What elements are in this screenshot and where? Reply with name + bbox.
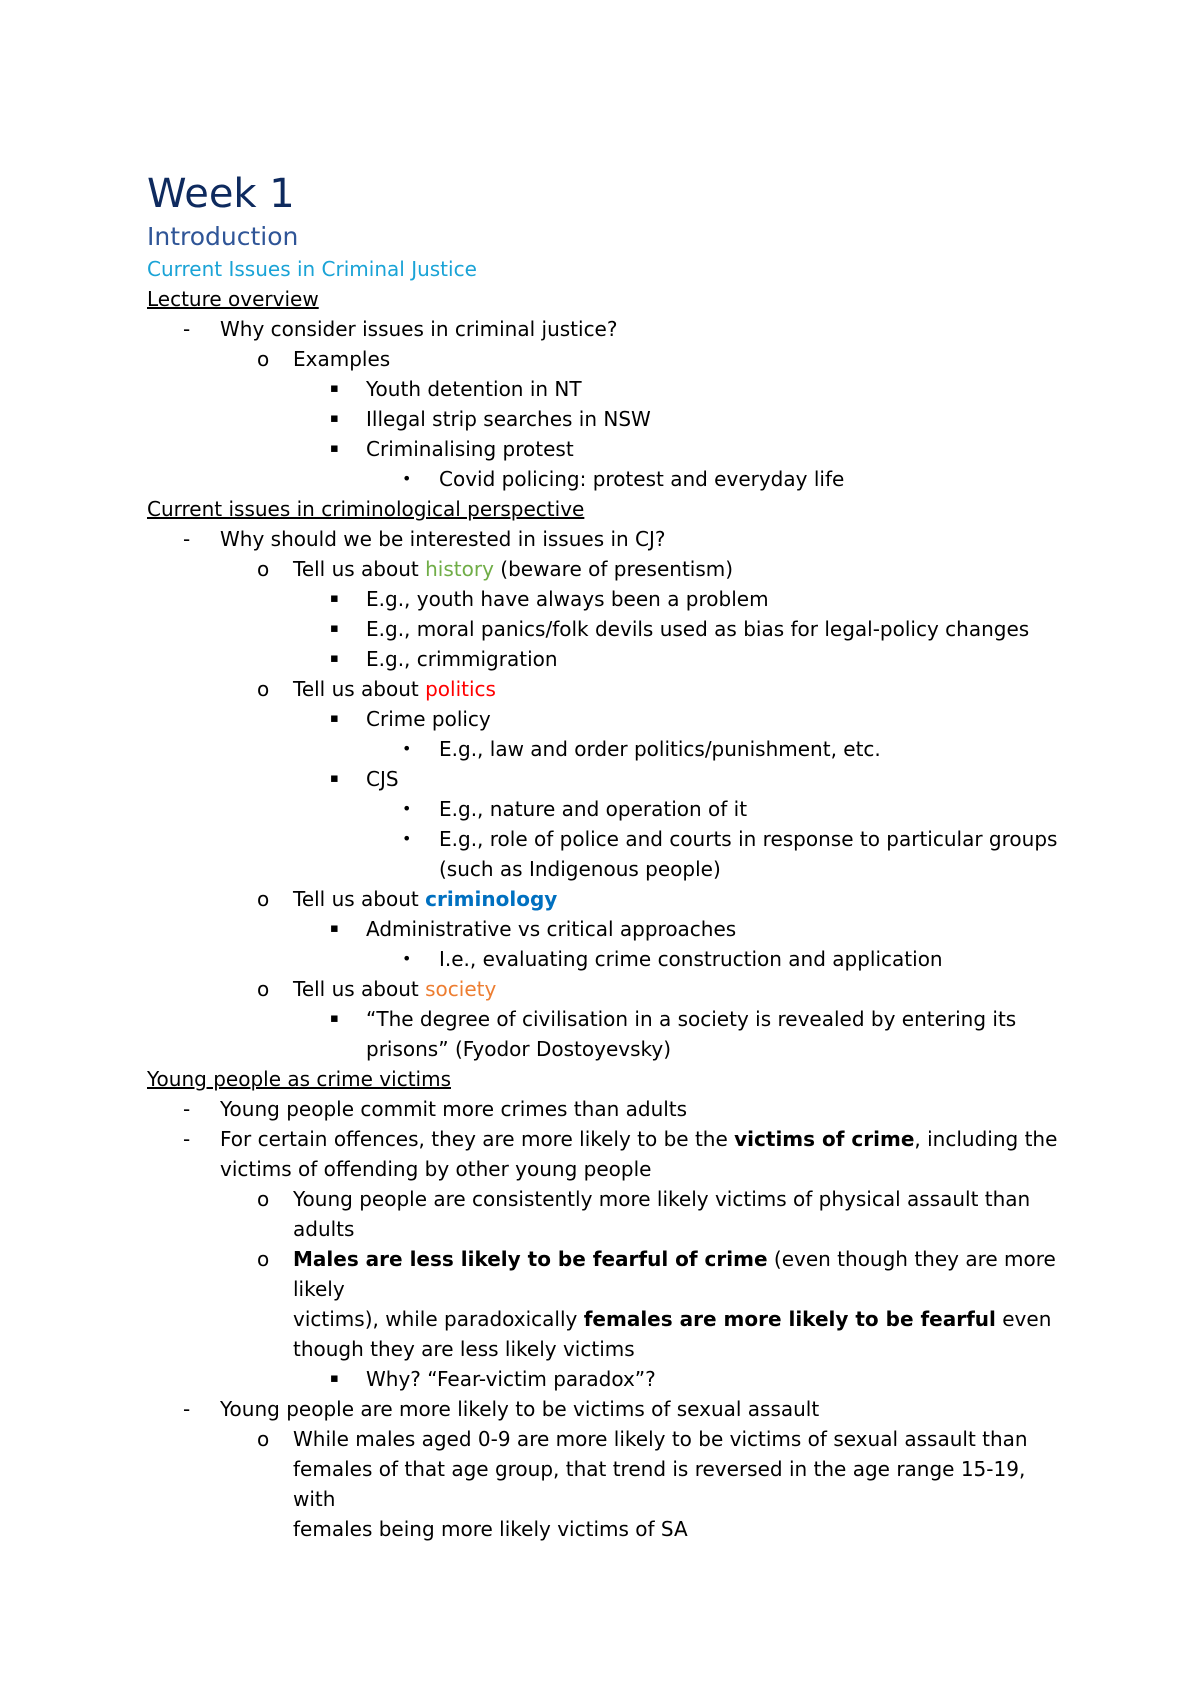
dash-bullet: - — [183, 317, 191, 341]
list-item: ▪ Youth detention in NT — [147, 374, 1067, 404]
heading-lecture-overview: Lecture overview — [147, 287, 319, 311]
list-item: ▪ E.g., youth have always been a problem — [147, 584, 1067, 614]
list-item: ▪ E.g., moral panics/folk devils used as bias for legal-policy changes — [147, 614, 1067, 644]
circle-bullet: o — [257, 1427, 270, 1451]
dash-bullet: - — [183, 1397, 191, 1421]
list-item: - Why consider issues in criminal justice? — [147, 314, 1067, 344]
page-title: Week 1 — [147, 171, 295, 217]
heading-young-people-victims: Young people as crime victims — [147, 1067, 451, 1091]
square-bullet: ▪ — [330, 921, 339, 936]
list-item: ▪ Criminalising protest — [147, 434, 1067, 464]
list-item: • Covid policing: protest and everyday life — [147, 464, 1067, 494]
list-item: - Young people are more likely to be victims of sexual assault — [147, 1394, 1067, 1424]
dot-bullet: • — [402, 799, 412, 818]
dash-bullet: - — [183, 1097, 191, 1121]
list-item-continuation: though they are less likely victims — [293, 1337, 635, 1361]
dash-bullet: - — [183, 527, 191, 551]
list-item-criminology: o Tell us about criminology — [147, 884, 1067, 914]
list-item: o Males are less likely to be fearful of crime (even though they are more likely — [147, 1244, 1067, 1304]
circle-bullet: o — [257, 977, 270, 1001]
list-item: • E.g., nature and operation of it — [147, 794, 1067, 824]
circle-bullet: o — [257, 557, 270, 581]
keyword-history: history — [425, 557, 494, 581]
list-item: ▪ CJS — [147, 764, 1067, 794]
dash-bullet: - — [183, 1127, 191, 1151]
square-bullet: ▪ — [330, 711, 339, 726]
list-item: ▪ Illegal strip searches in NSW — [147, 404, 1067, 434]
list-item-continuation: females being more likely victims of SA — [293, 1517, 688, 1541]
heading-current-issues: Current issues in criminological perspective — [147, 497, 585, 521]
list-item-politics: o Tell us about politics — [147, 674, 1067, 704]
keyword-politics: politics — [425, 677, 496, 701]
circle-bullet: o — [257, 1187, 270, 1211]
section-subtitle: Introduction — [147, 222, 299, 251]
circle-bullet: o — [257, 677, 270, 701]
list-item: - For certain offences, they are more likely to be the victims of crime, including the — [147, 1124, 1067, 1154]
circle-bullet: o — [257, 887, 270, 911]
list-item: ▪ “The degree of civilisation in a society is revealed by entering its — [147, 1004, 1067, 1034]
list-item: - Why should we be interested in issues in CJ? — [147, 524, 1067, 554]
list-item: ▪ Administrative vs critical approaches — [147, 914, 1067, 944]
list-item-continuation: adults — [293, 1217, 355, 1241]
section-subsubtitle: Current Issues in Criminal Justice — [147, 257, 477, 281]
dot-bullet: • — [402, 739, 412, 758]
list-item-society: o Tell us about society — [147, 974, 1067, 1004]
dot-bullet: • — [402, 949, 412, 968]
list-item-continuation: victims), while paradoxically females are more likely to be fearful even — [293, 1307, 1052, 1331]
dot-bullet: • — [402, 469, 412, 488]
keyword-society: society — [425, 977, 497, 1001]
list-item: ▪ Why? “Fear-victim paradox”? — [147, 1364, 1067, 1394]
square-bullet: ▪ — [330, 441, 339, 456]
square-bullet: ▪ — [330, 381, 339, 396]
square-bullet: ▪ — [330, 591, 339, 606]
list-item: o Young people are consistently more likely victims of physical assault than — [147, 1184, 1067, 1214]
square-bullet: ▪ — [330, 1371, 339, 1386]
dot-bullet: • — [402, 829, 412, 848]
square-bullet: ▪ — [330, 411, 339, 426]
square-bullet: ▪ — [330, 651, 339, 666]
keyword-criminology: criminology — [425, 887, 558, 911]
list-item-continuation: (such as Indigenous people) — [439, 857, 721, 881]
list-item: ▪ E.g., crimmigration — [147, 644, 1067, 674]
document-body — [147, 168, 1067, 1544]
list-item: o While males aged 0-9 are more likely to be victims of sexual assault than — [147, 1424, 1067, 1454]
square-bullet: ▪ — [330, 621, 339, 636]
list-item: • E.g., law and order politics/punishment, etc. — [147, 734, 1067, 764]
circle-bullet: o — [257, 347, 270, 371]
circle-bullet: o — [257, 1247, 270, 1271]
list-item: • I.e., evaluating crime construction and application — [147, 944, 1067, 974]
square-bullet: ▪ — [330, 771, 339, 786]
list-item: • E.g., role of police and courts in response to particular groups — [147, 824, 1067, 854]
list-item: o Examples — [147, 344, 1067, 374]
list-item-history: o Tell us about history (beware of presentism) — [147, 554, 1067, 584]
square-bullet: ▪ — [330, 1011, 339, 1026]
list-item-continuation: females of that age group, that trend is reversed in the age range 15-19, with — [293, 1457, 1026, 1511]
list-item-continuation: victims of offending by other young people — [220, 1157, 652, 1181]
list-item: ▪ Crime policy — [147, 704, 1067, 734]
list-item: - Young people commit more crimes than adults — [147, 1094, 1067, 1124]
list-item-continuation: prisons” (Fyodor Dostoyevsky) — [366, 1037, 672, 1061]
